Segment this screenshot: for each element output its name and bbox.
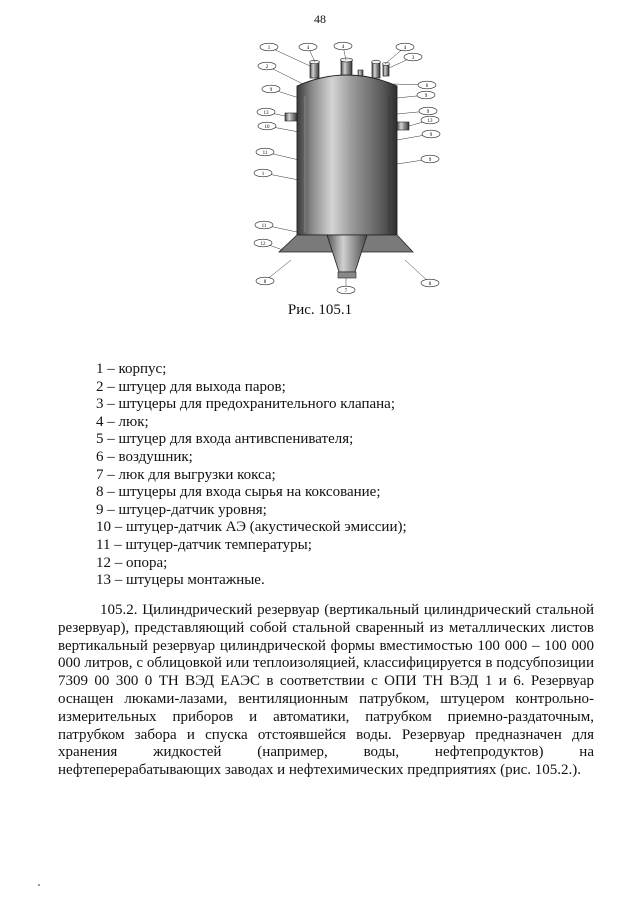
callout-number: 13: [263, 111, 269, 116]
callout-number: 8: [428, 282, 432, 287]
callout-number: 1: [267, 46, 271, 51]
legend-item: 1 – корпус;: [96, 361, 167, 377]
bottom-cone: [327, 235, 367, 272]
page-number: 48: [314, 12, 326, 26]
callout-number: 4: [341, 45, 345, 50]
vessel-body: [297, 75, 397, 235]
legend-item: 7 – люк для выгрузки кокса;: [96, 466, 276, 483]
callout-number: 11: [261, 224, 267, 229]
callout-number: 9: [428, 158, 432, 163]
callout-number: 13: [427, 119, 433, 124]
legend-item: 11 – штуцер-датчик температуры;: [96, 536, 312, 553]
callout-number: 9: [429, 133, 433, 138]
body-paragraph: 105.2. Цилиндрический резервуар (вертикальный цилиндрический стальной резервуар), представляющий собой стальной сваренный из металлических листов вертикальный резервуар цилиндрической формы вместимостью 100 000 – 100 000 000 литров, с облицовкой или теплоизоляцией, классифицируется в подсубпозиции 7309 00 300 0 ТН ВЭД ЕАЭС в соответствии с ОПИ ТН ВЭД 1 и 6. Резервуар оснащен люками-лазами, вентиляционным патрубком, штуцером контрольно-измерительных приборов и автоматики, патрубком приемно-раздаточным, патрубком забора и спуска отстоявшейся воды. Резервуар предназначен для хранения жидкостей (например, воды, нефтепродуктов) на нефтеперерабатывающих заводах и нефтехимических предприятиях (рис. 105.2.).: [58, 602, 594, 779]
callout-number: 9: [426, 110, 430, 115]
callout-number: 9: [424, 94, 428, 99]
legend-item: 3 – штуцеры для предохранительного клапана;: [96, 396, 396, 413]
callout-number: 11: [262, 151, 268, 156]
legend-item: 2 – штуцер для выхода паров;: [96, 378, 286, 395]
legend-item: 10 – штуцер-датчик АЭ (акустической эмиссии);: [96, 519, 407, 536]
callout-number: 4: [306, 46, 310, 51]
callout-number: 1: [261, 172, 265, 177]
callout-number: 6: [425, 84, 429, 89]
legend-item: 9 – штуцер-датчик уровня;: [96, 501, 267, 518]
callout-number: 7: [344, 289, 348, 294]
legend-item: 5 – штуцер для входа антивспенивателя;: [96, 431, 354, 448]
callout-number: 3: [411, 56, 415, 61]
scan-speck: [38, 884, 40, 886]
figure-caption: Рис. 105.1: [287, 302, 353, 318]
reactor-figure: [245, 40, 445, 295]
callout-number: 4: [403, 46, 407, 51]
callout-number: 2: [265, 65, 269, 70]
callout-number: 9: [269, 88, 273, 93]
legend-list: [96, 361, 407, 590]
legend-item: 12 – опора;: [96, 554, 168, 571]
legend-item: 6 – воздушник;: [96, 448, 193, 465]
legend-item: 13 – штуцеры монтажные.: [96, 572, 265, 589]
legend-item: 4 – люк;: [96, 413, 149, 430]
callout-number: 12: [260, 242, 266, 247]
legend-item: 8 – штуцеры для входа сырья на коксование;: [96, 484, 381, 501]
callout-number: 10: [264, 125, 270, 130]
callout-number: 8: [263, 280, 267, 285]
